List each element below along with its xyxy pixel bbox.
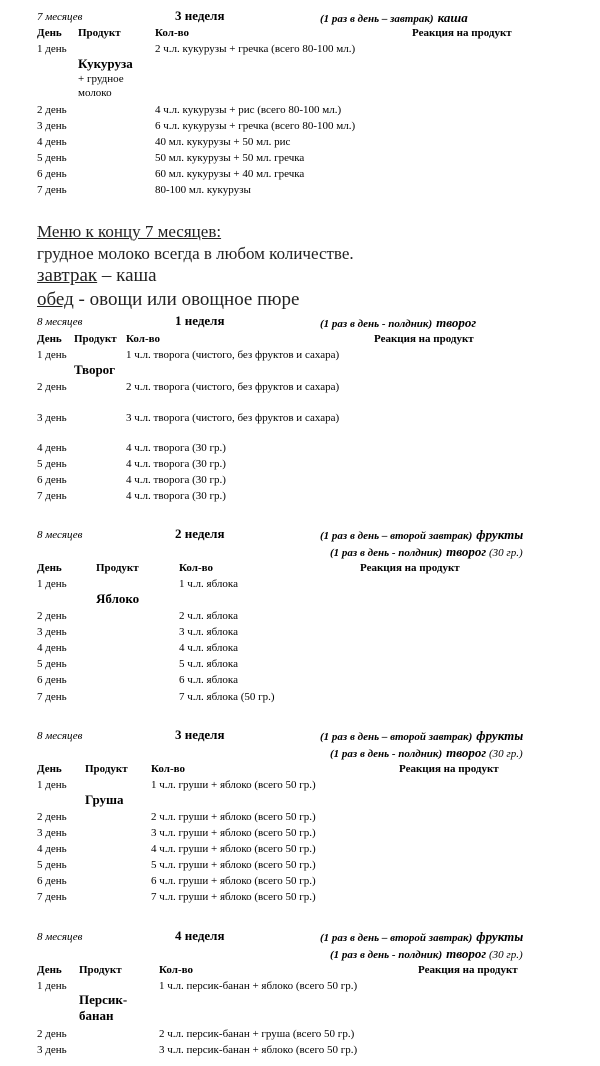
day-cell: 4 день xyxy=(37,642,67,654)
schedule-prefix: (1 раз в день - полдник) xyxy=(330,949,443,961)
schedule-note xyxy=(320,314,476,332)
day-cell: 7 день xyxy=(37,184,67,196)
schedule-suffix: (30 гр.) xyxy=(486,547,523,559)
day-cell: 5 день xyxy=(37,152,67,164)
schedule-prefix: (1 раз в день - полдник) xyxy=(320,318,433,330)
qty-cell: 3 ч.л. яблока xyxy=(179,626,238,638)
qty-cell: 3 ч.л. творога (чистого, без фруктов и сахара) xyxy=(126,412,340,424)
col-header-reaction: Реакция на продукт xyxy=(360,562,460,574)
day-cell: 3 день xyxy=(37,120,67,132)
col-header-qty: Кол-во xyxy=(155,27,189,39)
qty-cell: 4 ч.л. творога (30 гр.) xyxy=(126,442,226,454)
qty-cell: 60 мл. кукурузы + 40 мл. гречка xyxy=(155,168,305,180)
schedule-prefix: (1 раз в день – второй завтрак) xyxy=(320,731,473,743)
qty-cell: 5 ч.л. яблока xyxy=(179,658,238,670)
day-cell: 2 день xyxy=(37,811,67,823)
col-header-product: Продукт xyxy=(96,562,139,574)
day-cell: 3 день xyxy=(37,626,67,638)
qty-cell: 7 ч.л. груши + яблоко (всего 50 гр.) xyxy=(151,891,316,903)
col-header-qty: Кол-во xyxy=(179,562,213,574)
qty-cell: 4 ч.л. творога (30 гр.) xyxy=(126,458,226,470)
day-cell: 4 день xyxy=(37,136,67,148)
schedule-note-2 xyxy=(330,744,523,762)
day-cell: 3 день xyxy=(37,412,67,424)
col-header-day: День xyxy=(37,333,62,345)
age-label: 8 месяцев xyxy=(37,730,83,742)
col-header-product: Продукт xyxy=(79,964,122,976)
age-label: 7 месяцев xyxy=(37,11,83,23)
qty-cell: 6 ч.л. яблока xyxy=(179,674,238,686)
day-cell: 5 день xyxy=(37,658,67,670)
qty-cell: 50 мл. кукурузы + 50 мл. гречка xyxy=(155,152,305,164)
age-label: 8 месяцев xyxy=(37,316,83,328)
day-cell: 7 день xyxy=(37,691,67,703)
qty-cell: 3 ч.л. персик-банан + яблоко (всего 50 гр.) xyxy=(159,1044,358,1056)
qty-cell: 1 ч.л. творога (чистого, без фруктов и сахара) xyxy=(126,349,340,361)
col-header-day: День xyxy=(37,27,62,39)
schedule-food: фрукты xyxy=(476,929,524,944)
day-cell: 2 день xyxy=(37,610,67,622)
qty-cell: 80-100 мл. кукурузы xyxy=(155,184,251,196)
schedule-prefix: (1 раз в день - полдник) xyxy=(330,748,443,760)
schedule-food: творог xyxy=(446,946,487,961)
menu-line-milk: грудное молоко всегда в любом количестве. xyxy=(37,244,354,263)
col-header-product: Продукт xyxy=(85,763,128,775)
schedule-food: фрукты xyxy=(476,527,524,542)
day-cell: 3 день xyxy=(37,827,67,839)
age-label: 8 месяцев xyxy=(37,931,83,943)
col-header-reaction: Реакция на продукт xyxy=(374,333,474,345)
product-note: + грудное молоко xyxy=(78,73,124,99)
schedule-note-2 xyxy=(330,945,523,963)
day-cell: 5 день xyxy=(37,859,67,871)
qty-cell: 2 ч.л. яблока xyxy=(179,610,238,622)
day-cell: 5 день xyxy=(37,458,67,470)
day-cell: 6 день xyxy=(37,674,67,686)
day-cell: 6 день xyxy=(37,875,67,887)
col-header-qty: Кол-во xyxy=(126,333,160,345)
schedule-suffix: (30 гр.) xyxy=(486,949,523,961)
schedule-note-1 xyxy=(320,526,523,544)
schedule-note-1 xyxy=(320,727,523,745)
qty-cell: 6 ч.л. кукурузы + гречка (всего 80-100 мл.) xyxy=(155,120,356,132)
week-label: 2 неделя xyxy=(175,526,225,541)
day-cell: 2 день xyxy=(37,104,67,116)
menu-line-breakfast xyxy=(37,265,157,287)
qty-cell: 2 ч.л. груши + яблоко (всего 50 гр.) xyxy=(151,811,316,823)
day-cell: 3 день xyxy=(37,1044,67,1056)
schedule-food: творог xyxy=(436,315,477,330)
schedule-food: творог xyxy=(446,544,487,559)
day-cell: 4 день xyxy=(37,843,67,855)
qty-cell: 3 ч.л. груши + яблоко (всего 50 гр.) xyxy=(151,827,316,839)
day-cell: 7 день xyxy=(37,891,67,903)
product-name: Персик-банан xyxy=(79,992,128,1023)
schedule-food: фрукты xyxy=(476,728,524,743)
schedule-prefix: (1 раз в день - полдник) xyxy=(330,547,443,559)
product-name: Яблоко xyxy=(96,591,140,606)
schedule-note-2 xyxy=(330,543,523,561)
schedule-food: каша xyxy=(437,10,468,25)
col-header-day: День xyxy=(37,763,62,775)
qty-cell: 1 ч.л. яблока xyxy=(179,578,238,590)
menu-lunch-rest: - овощи или овощное пюре xyxy=(73,289,300,310)
qty-cell: 4 ч.л. творога (30 гр.) xyxy=(126,474,226,486)
product-name: Груша xyxy=(85,792,124,807)
menu-breakfast-word: завтрак xyxy=(37,265,98,286)
col-header-reaction: Реакция на продукт xyxy=(418,964,518,976)
schedule-suffix: (30 гр.) xyxy=(486,748,523,760)
qty-cell: 4 ч.л. творога (30 гр.) xyxy=(126,490,226,502)
menu-title: Меню к концу 7 месяцев: xyxy=(37,222,222,241)
day-cell: 7 день xyxy=(37,490,67,502)
day-cell: 4 день xyxy=(37,442,67,454)
day-cell: 2 день xyxy=(37,1028,67,1040)
menu-lunch-word: обед xyxy=(37,289,74,310)
menu-line-lunch xyxy=(37,289,299,311)
qty-cell: 40 мл. кукурузы + 50 мл. рис xyxy=(155,136,291,148)
schedule-food: творог xyxy=(446,745,487,760)
col-header-qty: Кол-во xyxy=(159,964,193,976)
day-cell: 1 день xyxy=(37,980,67,992)
col-header-product: Продукт xyxy=(78,27,121,39)
qty-cell: 2 ч.л. творога (чистого, без фруктов и сахара) xyxy=(126,381,340,393)
col-header-day: День xyxy=(37,562,62,574)
col-header-day: День xyxy=(37,964,62,976)
product-name: Кукуруза xyxy=(78,56,133,71)
qty-cell: 4 ч.л. груши + яблоко (всего 50 гр.) xyxy=(151,843,316,855)
product-name: Творог xyxy=(74,362,116,377)
day-cell: 6 день xyxy=(37,474,67,486)
schedule-note-1 xyxy=(320,928,523,946)
qty-cell: 5 ч.л. груши + яблоко (всего 50 гр.) xyxy=(151,859,316,871)
menu-breakfast-rest: – каша xyxy=(97,265,157,286)
day-cell: 1 день xyxy=(37,43,67,55)
day-cell: 6 день xyxy=(37,168,67,180)
col-header-reaction: Реакция на продукт xyxy=(399,763,499,775)
qty-cell: 2 ч.л. кукурузы + гречка (всего 80-100 мл.) xyxy=(155,43,356,55)
qty-cell: 2 ч.л. персик-банан + груша (всего 50 гр.) xyxy=(159,1028,355,1040)
day-cell: 1 день xyxy=(37,779,67,791)
qty-cell: 7 ч.л. яблока (50 гр.) xyxy=(179,691,275,703)
qty-cell: 1 ч.л. персик-банан + яблоко (всего 50 гр.) xyxy=(159,980,358,992)
qty-cell: 1 ч.л. груши + яблоко (всего 50 гр.) xyxy=(151,779,316,791)
col-header-product: Продукт xyxy=(74,333,117,345)
qty-cell: 6 ч.л. груши + яблоко (всего 50 гр.) xyxy=(151,875,316,887)
qty-cell: 4 ч.л. кукурузы + рис (всего 80-100 мл.) xyxy=(155,104,342,116)
schedule-prefix: (1 раз в день – второй завтрак) xyxy=(320,530,473,542)
week-label: 3 неделя xyxy=(175,8,225,23)
col-header-reaction: Реакция на продукт xyxy=(412,27,512,39)
week-label: 4 неделя xyxy=(175,928,225,943)
col-header-qty: Кол-во xyxy=(151,763,185,775)
qty-cell: 4 ч.л. яблока xyxy=(179,642,238,654)
day-cell: 1 день xyxy=(37,349,67,361)
week-label: 3 неделя xyxy=(175,727,225,742)
day-cell: 2 день xyxy=(37,381,67,393)
schedule-prefix: (1 раз в день – второй завтрак) xyxy=(320,932,473,944)
day-cell: 1 день xyxy=(37,578,67,590)
age-label: 8 месяцев xyxy=(37,529,83,541)
schedule-prefix: (1 раз в день – завтрак) xyxy=(320,13,434,25)
week-label: 1 неделя xyxy=(175,313,225,328)
